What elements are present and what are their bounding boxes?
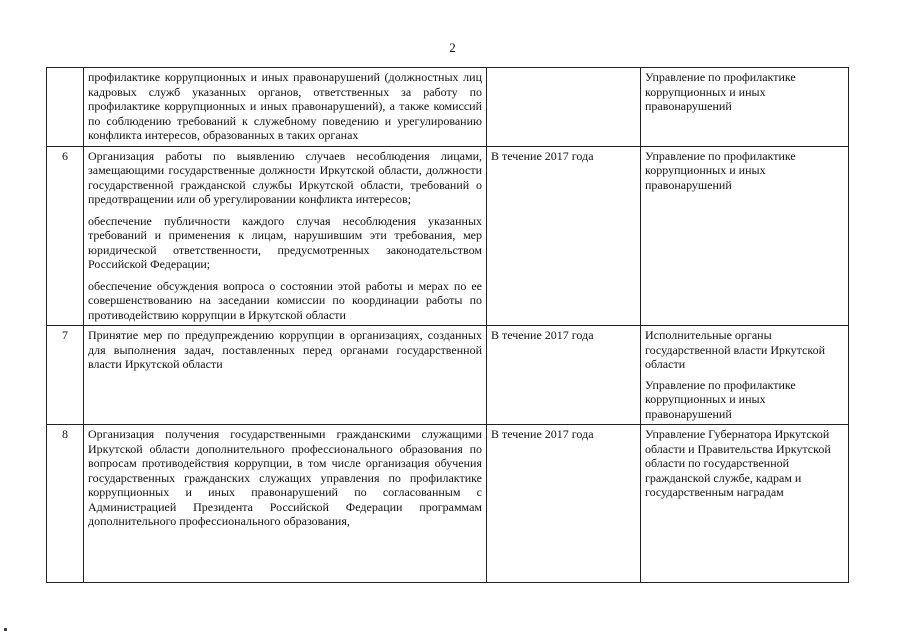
table-row: [47, 425, 849, 583]
measure-cell: [84, 146, 487, 326]
row-number: 7: [47, 326, 84, 425]
row-number: [47, 68, 84, 147]
measure-text: обеспечение обсуждения вопроса о состоянии этой работы и мерах по ее совершенствованию на заседании комиссии по координации работы по противодействию коррупции в Иркутской области: [88, 278, 482, 322]
measures-table: [46, 67, 849, 583]
responsible-text: Управление по профилактике коррупционных и иных правонарушений: [645, 70, 796, 113]
responsible-text: Управление по профилактике коррупционных и иных правонарушений: [645, 377, 796, 421]
responsible-text: Исполнительные органы государственной власти Иркутской области: [645, 328, 826, 371]
table-row: [47, 146, 849, 326]
measure-cell: [84, 326, 487, 425]
term-cell: В течение 2017 года: [487, 146, 641, 326]
page-number: 2: [449, 40, 456, 55]
measure-cell: [84, 425, 487, 583]
measure-cell: [84, 68, 487, 147]
responsible-cell: [641, 146, 849, 326]
measure-text: Организация работы по выявлению случаев несоблюдения лицами, замещающими государственные должности Иркутской области, должности государственной гражданской службы Иркутской области, требований о предотвращении или об урегулировании конфликта интересов;: [88, 148, 482, 206]
table-row: [47, 68, 849, 147]
responsible-cell: [641, 68, 849, 147]
measure-text: Организация получения государственными гражданскими служащими Иркутской области дополнительного профессионального образования по вопросам противодействия коррупции, в том числе организация обучения государственных гражданских служащих управления по профилактике коррупционных и иных правонарушений по согласованным с Администрацией Президента Российской Федерации программам дополнительного профессионального образования,: [88, 427, 482, 528]
scan-speck: [4, 628, 7, 631]
table-row: [47, 326, 849, 425]
term-cell: В течение 2017 года: [487, 326, 641, 425]
responsible-cell: [641, 425, 849, 583]
row-number: 6: [47, 146, 84, 326]
term-cell: В течение 2017 года: [487, 425, 641, 583]
measure-text: профилактике коррупционных и иных правонарушений (должностных лиц кадровых служб указанных органов, ответственных за работу по профилактике коррупционных и иных правонарушений), а также комиссий по соблюдению требований к служебному поведению и урегулированию конфликта интересов, образованных в таких органах: [88, 70, 482, 142]
responsible-text: Управление по профилактике коррупционных и иных правонарушений: [645, 148, 796, 192]
measure-text: Принятие мер по предупреждению коррупции в организациях, созданных для выполнения задач, поставленных перед органами государственной власти Иркутской области: [88, 328, 482, 371]
row-number: 8: [47, 425, 84, 583]
measure-text: обеспечение публичности каждого случая несоблюдения указанных требований и применения к лицам, нарушившим эти требования, мер юридической ответственности, предусмотренных законодательством Российской Федерации;: [88, 213, 482, 271]
responsible-cell: [641, 326, 849, 425]
responsible-text: Управление Губернатора Иркутской области и Правительства Иркутской области по государственной гражданской службе, кадрам и государственным наградам: [645, 427, 831, 499]
term-cell: [487, 68, 641, 147]
